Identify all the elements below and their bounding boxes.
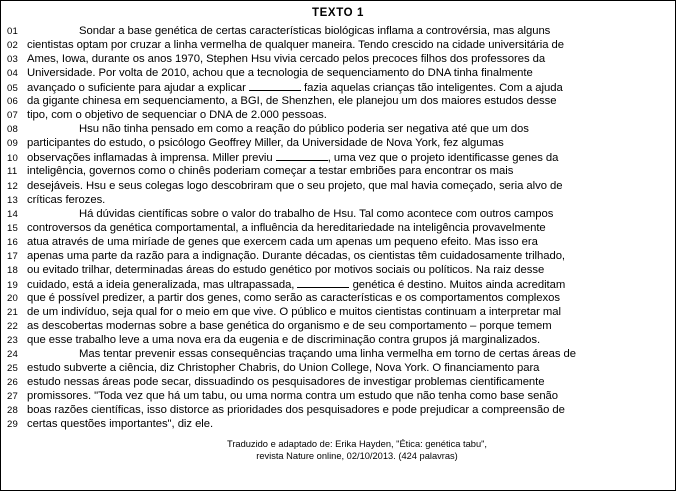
line-text: Mas tentar prevenir essas consequências traçando uma linha vermelha em torno de certas áreas de (79, 348, 576, 361)
text-line (7, 390, 667, 404)
line-number: 09 (7, 138, 19, 150)
line-text: Hsu não tinha pensado em como a reação do público poderia ser negativa até que um dos (79, 123, 529, 136)
fill-in-blank (297, 278, 349, 288)
text-line (7, 180, 667, 194)
text-line (7, 404, 667, 418)
line-number: 21 (7, 306, 19, 318)
line-number: 26 (7, 377, 19, 389)
line-number: 01 (7, 26, 19, 37)
line-text: boas razões científicas, isso distorce as prioridades dos pesquisadores e pode prejudicar a compreensão de (27, 404, 565, 417)
line-text: Sondar a base genética de certas características biológicas inflama a controvérsia, mas alguns (79, 25, 551, 37)
line-number: 02 (7, 40, 19, 52)
text-line (7, 362, 667, 376)
fill-in-blank (276, 151, 328, 161)
text-line (7, 39, 667, 53)
line-text: Ames, Iowa, durante os anos 1970, Stephen Hsu vivia cercado pelos precoces filhos dos professores da (27, 53, 546, 66)
line-number: 13 (7, 194, 19, 206)
fill-in-blank (249, 81, 301, 91)
line-text: ou evitado trilhar, determinadas áreas do estudo genético por motivos sociais ou políticos. Na raiz desse (27, 263, 545, 276)
text-line (7, 194, 667, 208)
text-line (7, 67, 667, 81)
line-number: 05 (7, 83, 19, 95)
line-text: críticas ferozes. (27, 193, 106, 206)
line-text: estudo nessas áreas pode secar, dissuadindo os pesquisadores de investigar problemas cientificamente (27, 376, 545, 389)
source-line-1: Traduzido e adaptado de: Erika Hayden, "Ética: genética tabu", (226, 439, 488, 450)
text-body (1, 25, 675, 462)
text-line (7, 208, 667, 222)
line-number: 24 (7, 349, 19, 361)
text-line (7, 95, 667, 109)
text-line (7, 376, 667, 390)
text-line (7, 109, 667, 123)
line-number: 15 (7, 222, 19, 234)
line-text: cientistas optam por cruzar a linha vermelha de qualquer maneira. Tendo crescido na cidade universitária de (27, 39, 564, 52)
text-line (7, 334, 667, 348)
line-text: estudo subverte a ciência, diz Christopher Chabris, do Union College, Nova York. O financiamento para (27, 362, 540, 375)
line-text: Há dúvidas científicas sobre o valor do trabalho de Hsu. Tal como acontece com outros campos (79, 207, 554, 220)
line-number: 27 (7, 391, 19, 403)
line-text: avançado o suficiente para ajudar a explicar fazia aquelas crianças tão inteligentes. Com a ajuda (27, 82, 563, 95)
text-line (7, 264, 667, 278)
line-number: 20 (7, 292, 19, 304)
line-text: que é possível predizer, a partir dos genes, como serão as características e os comportamentos complexos (27, 291, 560, 304)
line-number: 06 (7, 96, 19, 108)
text-line (7, 306, 667, 320)
line-text: inteligência, governos como o chinês poderiam começar a testar embriões para encontrar os mais (27, 165, 514, 178)
text-line (7, 165, 667, 179)
text-line (7, 81, 667, 95)
text-line (7, 123, 667, 137)
source-line-2: revista Nature online, 02/10/2013. (424 palavras) (256, 450, 458, 461)
text-line (7, 53, 667, 67)
line-text: tipo, com o objetivo de sequenciar o DNA de 2.000 pessoas. (27, 109, 327, 122)
line-number: 12 (7, 180, 19, 192)
text-line (7, 222, 667, 236)
line-number: 17 (7, 250, 19, 262)
text-line (7, 250, 667, 264)
text-line (7, 137, 667, 151)
line-text: da gigante chinesa em sequenciamento, a BGI, de Shenzhen, ele planejou um dos maiores estudos desse (27, 95, 557, 108)
line-number: 14 (7, 208, 19, 220)
line-text: apenas uma parte da razão para a indignação. Durante décadas, os cientistas têm cuidadosamente trilhado, (27, 249, 566, 262)
line-text: Universidade. Por volta de 2010, achou que a tecnologia de sequenciamento do DNA tinha finalmente (27, 67, 533, 80)
line-number: 28 (7, 405, 19, 417)
text-line (7, 418, 667, 432)
text-line (7, 25, 667, 39)
line-text: atua através de uma miríade de genes que exercem cada um apenas um pequeno efeito. Mas isso era (27, 235, 538, 248)
line-number: 29 (7, 419, 19, 431)
line-number: 07 (7, 110, 19, 122)
numbered-lines-container (7, 25, 667, 432)
line-number: 04 (7, 68, 19, 80)
line-number: 16 (7, 236, 19, 248)
line-text: certas questões importantes", diz ele. (27, 418, 214, 431)
line-text: promissores. "Toda vez que há um tabu, ou uma norma contra um estudo que não tenha como base senão (27, 390, 559, 403)
line-number: 11 (7, 166, 18, 178)
text-line (7, 151, 667, 165)
line-number: 03 (7, 54, 19, 66)
line-number: 10 (7, 153, 19, 165)
text-line (7, 278, 667, 292)
line-number: 18 (7, 264, 19, 276)
line-number: 23 (7, 335, 19, 347)
line-number: 08 (7, 124, 19, 136)
line-text: cuidado, está a ideia generalizada, mas ultrapassada, genética é destino. Muitos ainda acreditam (27, 278, 566, 291)
line-number: 22 (7, 320, 19, 332)
line-text: desejáveis. Hsu e seus colegas logo descobriram que o seu projeto, que mal havia começado, seria alvo de (27, 179, 563, 192)
source-attribution (7, 439, 667, 462)
line-text: que esse trabalho leve a uma nova era da eugenia e de discriminação contra grupos já marginalizados. (27, 334, 541, 347)
line-number: 19 (7, 279, 19, 291)
line-text: participantes do estudo, o psicólogo Geoffrey Miller, da Universidade de Nova York, fez algumas (27, 137, 504, 150)
text-line (7, 236, 667, 250)
line-text: observações inflamadas à imprensa. Miller previu , uma vez que o projeto identificasse genes da (27, 152, 559, 165)
line-number: 25 (7, 363, 19, 375)
page-title: TEXTO 1 (312, 7, 364, 19)
text-line (7, 320, 667, 334)
line-text: as descobertas modernas sobre a base genética do organismo e de seu comportamento – porque temem (27, 319, 552, 332)
line-text: controversos da genética comportamental, a influência da hereditariedade na inteligência provavelmente (27, 221, 546, 234)
text-line (7, 292, 667, 306)
text-line (7, 348, 667, 362)
line-text: de um indivíduo, seja qual for o meio em que vive. O público e muitos cientistas continuam a interpretar mal (27, 305, 561, 318)
